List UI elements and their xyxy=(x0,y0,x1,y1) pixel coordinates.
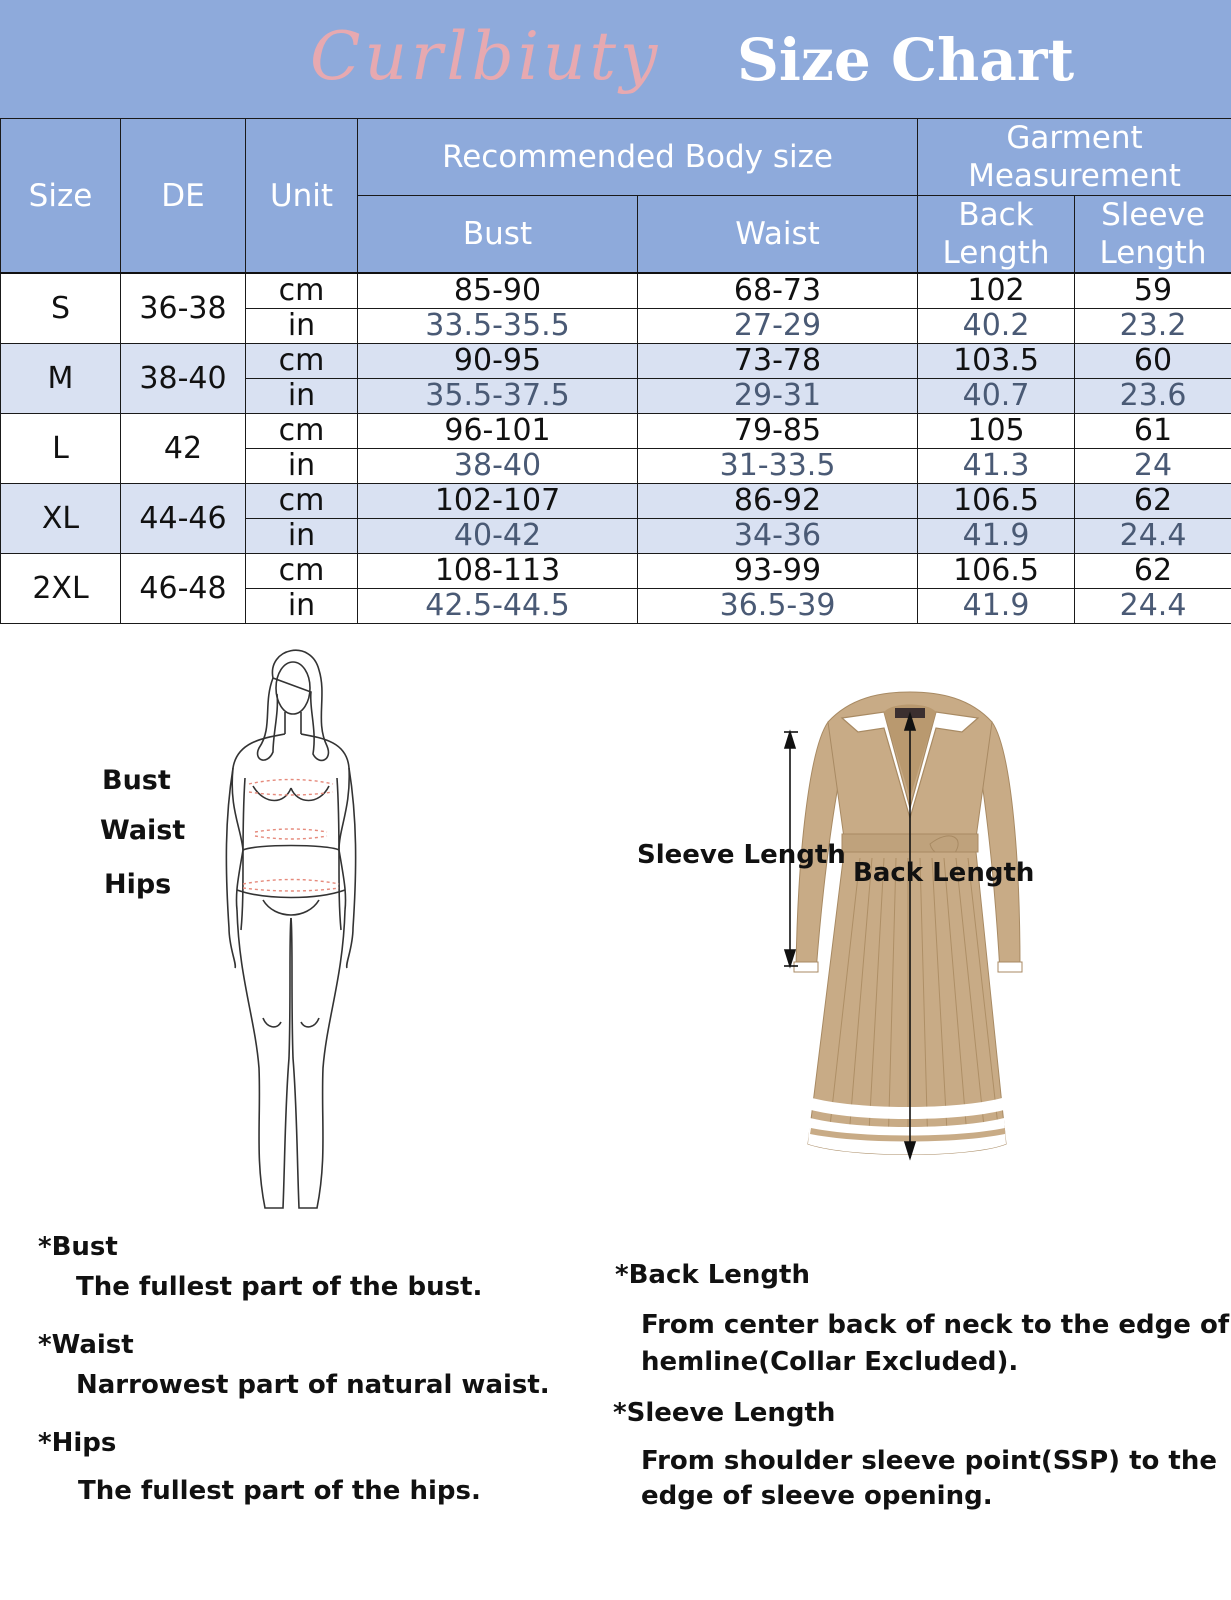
sleeve-length-label: Sleeve Length xyxy=(637,840,846,870)
waist-cell: 68-73 xyxy=(638,273,918,309)
sleeve-length-cell: 62 xyxy=(1075,484,1231,519)
size-cell: L xyxy=(1,414,121,484)
de-cell: 44-46 xyxy=(121,484,246,554)
back-length-cell: 103.5 xyxy=(918,344,1075,379)
table-body xyxy=(1,273,1231,624)
bust-cell: 33.5-35.5 xyxy=(358,309,638,344)
note-back-line1: From center back of neck to the edge of xyxy=(641,1310,1230,1340)
col-bust-header: Bust xyxy=(358,196,638,274)
note-waist-title: *Waist xyxy=(38,1330,134,1360)
bust-cell: 85-90 xyxy=(358,273,638,309)
unit-cell: cm xyxy=(246,554,358,589)
de-cell: 42 xyxy=(121,414,246,484)
sleeve-length-cell: 61 xyxy=(1075,414,1231,449)
waist-label: Waist xyxy=(100,815,186,846)
table-row xyxy=(1,273,1231,309)
de-cell: 46-48 xyxy=(121,554,246,624)
col-unit-header: Unit xyxy=(246,119,358,274)
note-sleeve-line1: From shoulder sleeve point(SSP) to the xyxy=(641,1446,1217,1476)
size-cell: M xyxy=(1,344,121,414)
bust-cell: 90-95 xyxy=(358,344,638,379)
de-cell: 38-40 xyxy=(121,344,246,414)
col-de-header: DE xyxy=(121,119,246,274)
table-row xyxy=(1,344,1231,379)
group-body-header: Recommended Body size xyxy=(358,119,918,196)
bust-cell: 40-42 xyxy=(358,519,638,554)
hips-label: Hips xyxy=(104,869,172,900)
note-back-title: *Back Length xyxy=(615,1260,810,1290)
bust-cell: 38-40 xyxy=(358,449,638,484)
page-title: Size Chart xyxy=(737,26,1075,94)
back-length-cell: 41.9 xyxy=(918,519,1075,554)
waist-cell: 79-85 xyxy=(638,414,918,449)
unit-cell: cm xyxy=(246,344,358,379)
col-waist-header: Waist xyxy=(638,196,918,274)
dress-illustration xyxy=(780,688,1040,1188)
waist-cell: 29-31 xyxy=(638,379,918,414)
bust-cell: 42.5-44.5 xyxy=(358,589,638,624)
sleeve-length-cell: 59 xyxy=(1075,273,1231,309)
waist-cell: 31-33.5 xyxy=(638,449,918,484)
unit-cell: in xyxy=(246,589,358,624)
table-header-row xyxy=(1,119,1231,196)
sleeve-length-cell: 24 xyxy=(1075,449,1231,484)
unit-cell: cm xyxy=(246,273,358,309)
waist-cell: 34-36 xyxy=(638,519,918,554)
bust-cell: 108-113 xyxy=(358,554,638,589)
waist-cell: 36.5-39 xyxy=(638,589,918,624)
size-cell: S xyxy=(1,273,121,344)
de-cell: 36-38 xyxy=(121,273,246,344)
size-cell: 2XL xyxy=(1,554,121,624)
note-bust-title: *Bust xyxy=(38,1232,118,1262)
note-bust-text: The fullest part of the bust. xyxy=(76,1272,483,1302)
back-length-cell: 106.5 xyxy=(918,484,1075,519)
table-row xyxy=(1,484,1231,519)
sleeve-length-cell: 24.4 xyxy=(1075,519,1231,554)
sleeve-length-cell: 23.2 xyxy=(1075,309,1231,344)
unit-cell: in xyxy=(246,379,358,414)
note-hips-title: *Hips xyxy=(38,1428,117,1458)
waist-cell: 73-78 xyxy=(638,344,918,379)
unit-cell: in xyxy=(246,449,358,484)
unit-cell: in xyxy=(246,309,358,344)
bust-cell: 96-101 xyxy=(358,414,638,449)
unit-cell: in xyxy=(246,519,358,554)
group-garment-header: Garment Measurement xyxy=(918,119,1231,196)
unit-cell: cm xyxy=(246,414,358,449)
waist-cell: 86-92 xyxy=(638,484,918,519)
sleeve-length-cell: 24.4 xyxy=(1075,589,1231,624)
size-table xyxy=(0,118,1231,624)
note-sleeve-line2: edge of sleeve opening. xyxy=(641,1481,993,1511)
brand-logo: Curlbiuty xyxy=(310,18,662,95)
note-hips-text: The fullest part of the hips. xyxy=(78,1476,481,1506)
size-cell: XL xyxy=(1,484,121,554)
col-sleeve-header: Sleeve Length xyxy=(1075,196,1231,274)
back-length-cell: 106.5 xyxy=(918,554,1075,589)
unit-cell: cm xyxy=(246,484,358,519)
bust-cell: 35.5-37.5 xyxy=(358,379,638,414)
note-sleeve-title: *Sleeve Length xyxy=(613,1398,836,1428)
col-size-header: Size xyxy=(1,119,121,274)
table-row xyxy=(1,554,1231,589)
back-length-cell: 105 xyxy=(918,414,1075,449)
note-waist-text: Narrowest part of natural waist. xyxy=(76,1370,550,1400)
sleeve-length-cell: 62 xyxy=(1075,554,1231,589)
waist-cell: 27-29 xyxy=(638,309,918,344)
waist-cell: 93-99 xyxy=(638,554,918,589)
note-back-line2: hemline(Collar Excluded). xyxy=(641,1347,1019,1377)
back-length-cell: 41.9 xyxy=(918,589,1075,624)
table-row xyxy=(1,414,1231,449)
header-banner xyxy=(0,0,1231,118)
back-length-cell: 102 xyxy=(918,273,1075,309)
body-figure-illustration xyxy=(215,638,365,1218)
back-length-cell: 40.7 xyxy=(918,379,1075,414)
back-length-cell: 41.3 xyxy=(918,449,1075,484)
sleeve-length-cell: 23.6 xyxy=(1075,379,1231,414)
col-back-header: Back Length xyxy=(918,196,1075,274)
bust-label: Bust xyxy=(102,765,171,796)
sleeve-length-cell: 60 xyxy=(1075,344,1231,379)
bust-cell: 102-107 xyxy=(358,484,638,519)
back-length-label: Back Length xyxy=(853,858,1035,888)
back-length-cell: 40.2 xyxy=(918,309,1075,344)
